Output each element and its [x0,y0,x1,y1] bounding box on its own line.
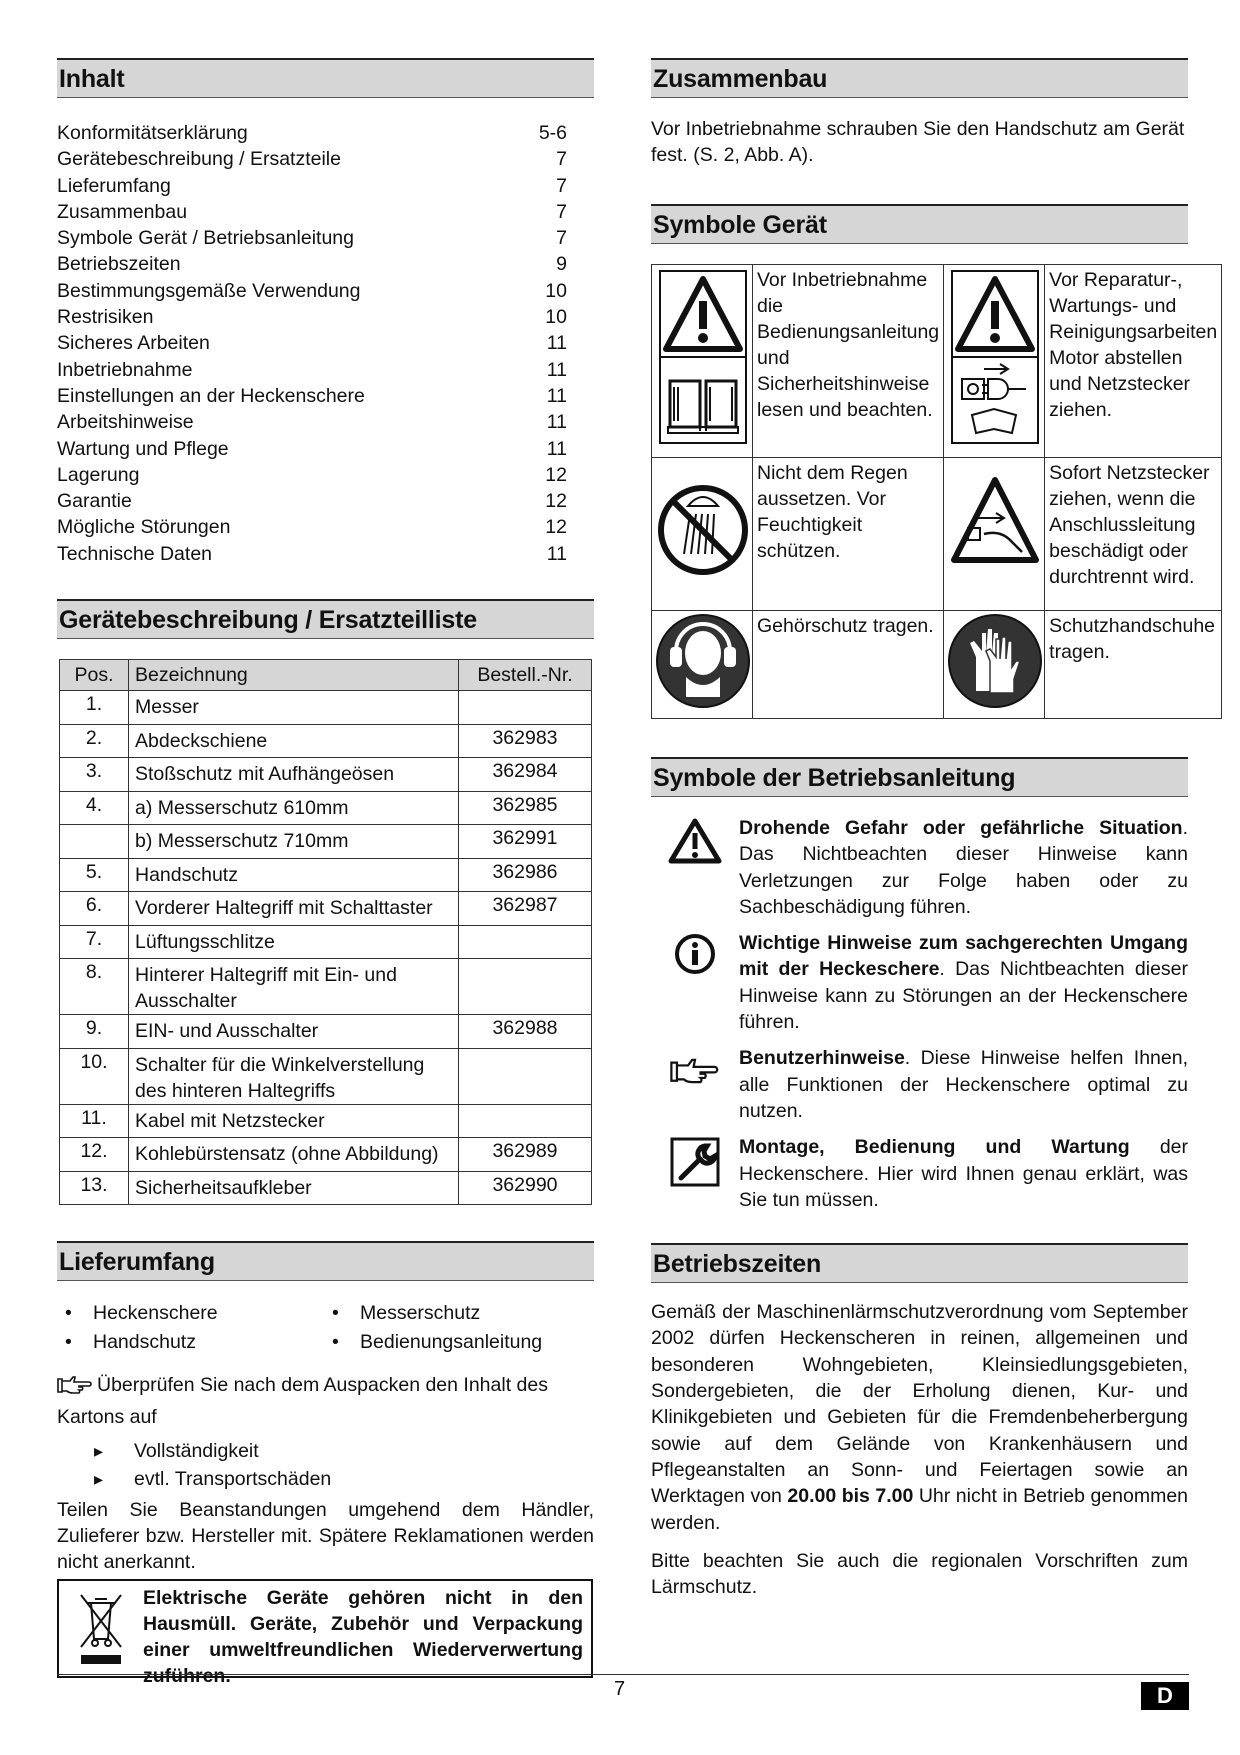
complaint-text: Teilen Sie Beanstandungen umgehend dem Händler, Zulieferer bzw. Hersteller mit. Spätere Reklamationen werden nicht anerkannt. [57,1499,594,1574]
table-cell-pos: 6. [60,892,129,926]
toc-entry-page: 11 [546,411,567,434]
toc-entry [57,409,567,435]
column-header-pos: Pos. [60,660,129,691]
assembly-text: Vor Inbetriebnahme schrauben Sie den Handschutz am Gerät fest. (S. 2, Abb. A). [651,118,1185,166]
toc-entry-label: Technische Daten [57,542,213,565]
footer-divider [57,1674,1189,1675]
table-row [60,892,592,926]
device-symbols-table [651,264,1222,719]
toc-entry [57,304,567,330]
table-cell-pos: 4. [60,791,129,825]
wrench-icon [669,1136,721,1188]
toc-entry-label: Zusammenbau [57,200,188,223]
table-row [60,758,592,792]
manual-symbol-item [651,930,1188,1035]
toc-entry-label: Bestimmungsgemäße Verwendung [57,279,361,302]
symbol-cell [652,265,753,458]
table-cell-nr: 362984 [459,758,592,792]
table-cell-pos: 12. [60,1138,129,1172]
table-cell-nr: 362990 [459,1171,592,1205]
table-row [60,1048,592,1104]
column-header-nr: Bestell.-Nr. [459,660,592,691]
table-cell-nr [459,959,592,1015]
toc-entry-label: Garantie [57,490,132,513]
table-cell-name: Kohlebürstensatz (ohne Abbildung) [129,1138,459,1172]
list-item: ▸ Vollständigkeit [57,1437,594,1465]
operating-times-text-b: Uhr nicht in Betrieb genommen werden. [651,1485,1189,1534]
toc-entry-page: 7 [556,200,567,223]
toc-entry-page: 12 [545,490,567,513]
toc-entry-page: 11 [546,384,567,407]
symbol-text: Sofort Netzstecker ziehen, wenn die Anschlussleitung beschädigt oder durchtrennt wird. [1045,458,1222,611]
list-item: • Handschutz [57,1328,324,1357]
toc-entry-label: Konformitätserklärung [57,122,248,144]
symbol-text: Schutzhandschuhe tragen. [1045,611,1222,719]
manual-symbol-text: der Heckenschere. Hier wird Ihnen genau erklärt, was Sie tun müssen. [739,1136,1189,1211]
regional-rules-text: Bitte beachten Sie auch die regionalen Vorschriften zum Lärmschutz. [651,1549,1188,1598]
symbol-cell [652,611,753,719]
toc-entry [57,330,567,356]
warning-read-manual-icon [652,265,752,450]
toc-entry [57,173,567,199]
table-cell-name: b) Messerschutz 710mm [129,825,459,859]
delivery-list [57,1299,594,1357]
check-instruction-text: Überprüfen Sie nach dem Auspacken den Inhalt des Kartons auf [57,1374,548,1429]
table-cell-nr: 362986 [459,858,592,892]
table-cell-nr [459,925,592,959]
table-row [60,825,592,859]
manual-symbol-bold: Drohende Gefahr oder gefährliche Situation [739,817,1183,839]
table-cell-nr [459,1048,592,1104]
toc-entry-page: 7 [556,174,567,197]
table-row [60,858,592,892]
toc-entry-label: Restrisiken [57,306,154,329]
table-cell-pos: 7. [60,925,129,959]
symbol-cell [944,265,1045,458]
damaged-cable-warning-icon [944,458,1044,603]
toc-entry-page: 7 [556,227,567,250]
toc-entry-label: Sicheres Arbeiten [57,332,210,355]
table-cell-pos: 9. [60,1015,129,1049]
table-cell-name: Messer [129,691,459,725]
left-column [57,58,594,1688]
table-cell-name: Vorderer Haltegriff mit Schalttaster [129,892,459,926]
table-cell-pos: 13. [60,1171,129,1205]
toc-entry [57,462,567,488]
toc-entry-page: 10 [545,279,567,302]
table-row [60,1171,592,1205]
protective-gloves-icon [944,611,1044,711]
table-cell-name: EIN- und Ausschalter [129,1015,459,1049]
manual-symbol-bold: Benutzerhinweise [739,1047,905,1070]
manual-symbol-item [651,1134,1188,1213]
toc-entry [57,488,567,514]
section-title-symbole-geraet: Symbole Gerät [651,204,1188,244]
table-cell-pos: 11. [60,1104,129,1138]
table-cell-nr: 362987 [459,892,592,926]
toc-entry [57,278,567,304]
manual-symbol-text: . Das Nichtbeachten dieser Hinweise kann zu Störungen an der Heckenschere führen. [739,958,1189,1034]
weee-text: Elektrische Geräte gehören nicht in den Hausmüll. Geräte, Zubehör und Verpackung einer umweltfreundlichen Wiederverwertung zuführen. [143,1587,583,1688]
symbol-text: Vor Reparatur-, Wartungs- und Reinigungsarbeiten Motor abstellen und Netzstecker ziehen. [1045,265,1222,458]
toc-entry-page: 12 [545,463,567,486]
crossed-out-bin-icon [59,1581,143,1676]
toc-entry-page: 9 [556,253,567,276]
table-row [60,959,592,1015]
table-row [60,1138,592,1172]
table-row [60,691,592,725]
section-title-betriebszeiten: Betriebszeiten [651,1243,1188,1283]
symbol-cell [944,611,1045,719]
toc-entry-label: Mögliche Störungen [57,516,231,539]
check-list [57,1437,594,1493]
table-cell-name: Handschutz [129,858,459,892]
table-row [60,925,592,959]
page-number: 7 [614,1678,626,1700]
table-cell-name: Hinterer Haltegriff mit Ein- und Ausschalter [129,959,459,1015]
table-cell-pos: 8. [60,959,129,1015]
symbol-text: Vor Inbetriebnahme die Bedienungsanleitung und Sicherheitshinweise lesen und beachten. [753,265,944,458]
symbol-cell [652,458,753,611]
info-icon [673,932,717,976]
table-cell-name: Lüftungsschlitze [129,925,459,959]
delivery-list-col2 [324,1299,591,1357]
toc-entry-page: 11 [546,437,567,460]
toc-entry [57,541,567,567]
table-cell-pos: 10. [60,1048,129,1104]
language-badge: D [1141,1682,1189,1710]
list-item: • Bedienungsanleitung [324,1328,591,1357]
toc-entry [57,383,567,409]
toc-entry-page: 10 [545,306,567,329]
table-cell-nr: 362983 [459,724,592,758]
toc-entry-page: 5-6 [538,122,567,144]
section-title-lieferumfang: Lieferumfang [57,1241,594,1281]
symbol-text: Gehörschutz tragen. [753,611,944,719]
section-title-zusammenbau: Zusammenbau [651,58,1188,98]
list-item: ▸ evtl. Transportschäden [57,1465,594,1493]
table-cell-pos: 1. [60,691,129,725]
section-title-symbole-anleitung: Symbole der Betriebsanleitung [651,757,1188,797]
weee-notice [57,1579,593,1688]
table-cell-name: Stoßschutz mit Aufhängeösen [129,758,459,792]
toc-entry-label: Wartung und Pflege [57,437,229,460]
table-cell-pos: 5. [60,858,129,892]
toc-entry-label: Gerätebeschreibung / Ersatzteile [57,148,341,171]
right-column [651,58,1218,1600]
toc-entry [57,199,567,225]
table-cell-pos: 2. [60,724,129,758]
ear-protection-icon [652,611,752,711]
toc-entry-page: 11 [546,542,567,565]
section-title-inhalt: Inhalt [57,58,594,98]
manual-symbol-bold: Wichtige Hinweise zum sachgerechten Umgang mit der Heckeschere [739,932,1188,981]
toc-entry-page: 11 [546,332,567,355]
pointing-hand-icon [670,1053,720,1089]
toc-entry-label: Arbeitshinweise [57,411,194,434]
no-rain-icon [652,458,752,603]
danger-warning-icon [667,817,723,865]
toc-entry [57,120,567,146]
table-cell-nr: 362988 [459,1015,592,1049]
toc-entry [57,357,567,383]
symbol-cell [944,458,1045,611]
toc-entry [57,436,567,462]
table-of-contents [57,120,567,567]
table-cell-pos [60,825,129,859]
table-cell-pos: 3. [60,758,129,792]
list-item: • Messerschutz [324,1299,591,1328]
table-row [60,791,592,825]
operating-times-hours: 20.00 bis 7.00 [787,1485,914,1508]
section-title-geraetebeschreibung: Gerätebeschreibung / Ersatzteilliste [57,599,594,639]
manual-symbol-bold: Montage, Bedienung und Wartung [739,1136,1130,1159]
toc-entry-label: Inbetriebnahme [57,358,193,381]
toc-entry-label: Lagerung [57,463,140,486]
table-cell-name: Abdeckschiene [129,724,459,758]
toc-entry [57,225,567,251]
toc-entry [57,251,567,277]
toc-entry [57,514,567,540]
check-instruction [57,1371,594,1431]
toc-entry-label: Einstellungen an der Heckenschere [57,384,365,407]
table-cell-nr [459,1104,592,1138]
manual-symbols-list [651,815,1188,1213]
table-cell-name: a) Messerschutz 610mm [129,791,459,825]
toc-entry-page: 12 [545,516,567,539]
list-item: • Heckenschere [57,1299,324,1328]
manual-symbol-text: . Das Nichtbeachten dieser Hinweise kann Verletzungen zur Folge haben oder zu Sachbeschädigung führen. [739,817,1188,918]
toc-entry-label: Betriebszeiten [57,253,181,276]
pointing-hand-icon [57,1375,93,1403]
table-cell-name: Kabel mit Netzstecker [129,1104,459,1138]
table-row [60,724,592,758]
warning-unplug-icon [944,265,1044,450]
parts-table [59,659,592,1205]
table-cell-nr: 362989 [459,1138,592,1172]
toc-entry-label: Lieferumfang [57,174,171,197]
table-cell-nr: 362985 [459,791,592,825]
table-row [60,1104,592,1138]
table-row [60,1015,592,1049]
manual-symbol-item [651,815,1188,920]
table-cell-name: Sicherheitsaufkleber [129,1171,459,1205]
operating-times-text-a: Gemäß der Maschinenlärmschutzverordnung vom September 2002 dürfen Heckenscheren in reinen, allgemeinen und besonderen Wohngebieten, Kleinsiedlungsgebieten, Sondergebieten, die der Erholung dienen, Kur- und Klinikgebieten und Gebieten für die Fremdenbeherbergung sowie auf dem Gelände von Krankenhäusern und Pflegeanstalten an Sonn- und Feiertagen sowie an Werktagen von [651,1301,1188,1508]
toc-entry-label: Symbole Gerät / Betriebsanleitung [57,227,354,250]
table-cell-nr: 362991 [459,825,592,859]
symbol-text: Nicht dem Regen aussetzen. Vor Feuchtigkeit schützen. [753,458,944,611]
column-header-name: Bezeichnung [129,660,459,691]
manual-symbol-item [651,1045,1188,1124]
toc-entry [57,146,567,172]
delivery-list-col1 [57,1299,324,1357]
operating-times-text [651,1299,1188,1536]
toc-entry-page: 7 [556,148,567,171]
table-cell-nr [459,691,592,725]
table-cell-name: Schalter für die Winkelverstellung des hinteren Haltegriffs [129,1048,459,1104]
manual-symbol-text: . Diese Hinweise helfen Ihnen, alle Funktionen der Heckenschere optimal zu nutzen. [739,1047,1188,1122]
toc-entry-page: 11 [546,358,567,381]
